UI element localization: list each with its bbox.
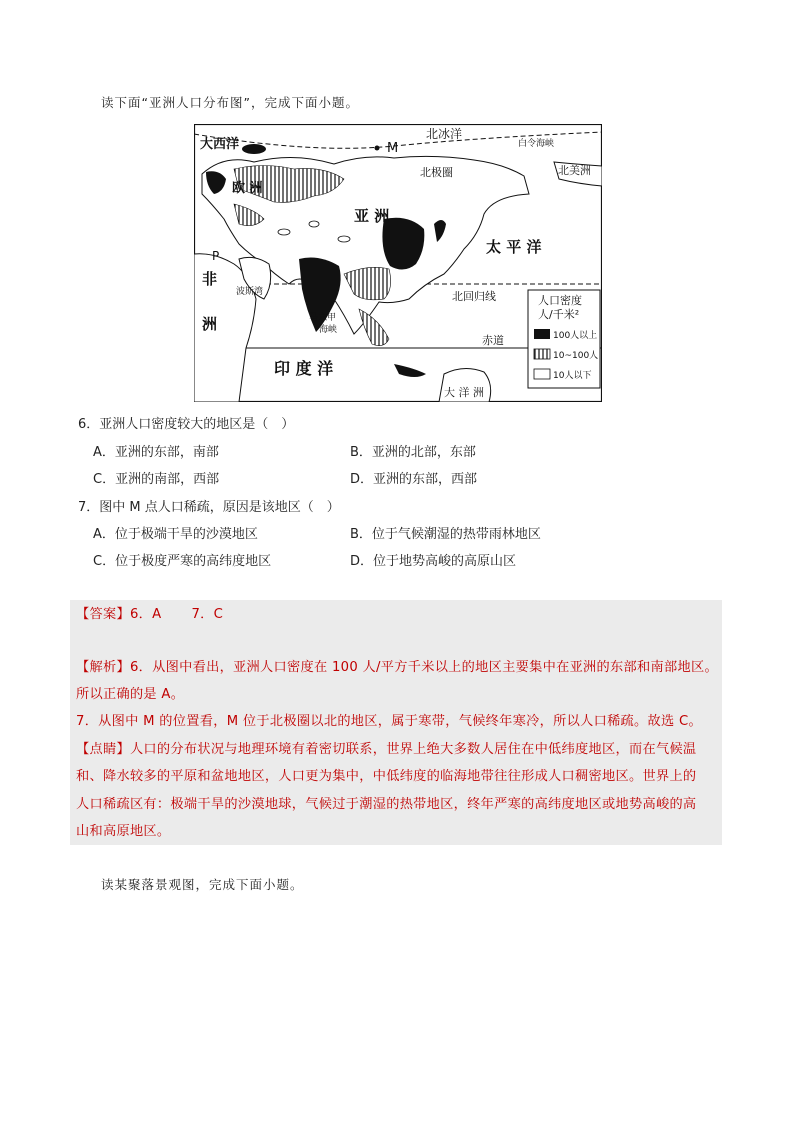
map-legend (528, 290, 600, 388)
analysis-line-3: 7．从图中 M 的位置看，M 位于北极圈以北的地区，属于寒带，气候终年寒冷，所以人口稀疏。故选 C。 (76, 714, 702, 729)
label-arctic-circle: 北极圈 (420, 166, 453, 179)
point-line-2: 和、降水较多的平原和盆地地区，人口更为集中，中低纬度的临海地带往往形成人口稠密地区。世界上的 (76, 769, 697, 784)
question-6-option-c: C．亚洲的南部，西部 (93, 472, 220, 487)
legend-swatch-low (534, 369, 550, 379)
next-intro-text: 读某聚落景观图，完成下面小题。 (101, 877, 304, 892)
label-oceania: 大 洋 洲 (444, 386, 484, 399)
asia-population-map (194, 124, 602, 402)
m-point-marker (375, 146, 380, 151)
analysis-line-2: 所以正确的是 A。 (76, 687, 185, 702)
question-6-stem: 6．亚洲人口密度较大的地区是（ ） (78, 417, 295, 432)
point-line-3: 人口稀疏区有：极端干旱的沙漠地球，气候过于潮湿的热带地区，终年严寒的高纬度地区或地势高峻的高 (76, 797, 697, 812)
answer-line (76, 603, 223, 622)
legend-swatch-high (534, 329, 550, 339)
label-bering: 白令海峡 (518, 139, 555, 149)
question-6-option-b: B．亚洲的北部，东部 (350, 445, 476, 460)
legend-high: 100人以上 (553, 331, 598, 341)
label-north-america: 北美洲 (558, 164, 591, 177)
intro-text: 读下面“亚洲人口分布图”，完成下面小题。 (101, 95, 359, 110)
label-p-point: P (212, 249, 220, 263)
question-7-option-b: B．位于气候潮湿的热带雨林地区 (350, 527, 541, 542)
answer-second: 7．C (191, 607, 224, 622)
legend-low: 10人以下 (553, 371, 592, 381)
point-line-4: 山和高原地区。 (76, 824, 171, 839)
question-7-option-a: A．位于极端干旱的沙漠地区 (93, 527, 258, 542)
question-7-stem: 7．图中 M 点人口稀疏，原因是该地区（ ） (78, 500, 340, 515)
analysis-line-1: 【解析】6．从图中看出，亚洲人口密度在 100 人/平方千米以上的地区主要集中在亚洲的东部和南部地区。 (76, 660, 718, 675)
label-m-point: M (387, 141, 399, 156)
label-tropic: 北回归线 (452, 290, 496, 303)
legend-mid: 10~100人 (553, 351, 599, 361)
question-6-option-a: A．亚洲的东部，南部 (93, 445, 219, 460)
label-equator: 赤道 (482, 334, 504, 347)
question-7-option-c: C．位于极度严寒的高纬度地区 (93, 554, 272, 569)
label-atlantic: 大西洋 (200, 137, 240, 152)
label-pacific: 太 平 洋 (486, 238, 542, 256)
label-malacca-1: 马六甲 (309, 313, 337, 323)
legend-title-2: 人/千米² (538, 308, 580, 321)
legend-title-1: 人口密度 (538, 294, 582, 307)
point-line-1: 【点睛】人口的分布状况与地理环境有着密切联系，世界上绝大多数人居住在中低纬度地区，而在气候温 (76, 742, 697, 757)
question-7-option-d: D．位于地势高峻的高原山区 (350, 554, 517, 569)
label-asia: 亚 洲 (354, 207, 390, 225)
answer-prefix: 【答案】6．A (76, 607, 162, 622)
question-6-option-d: D．亚洲的东部，西部 (350, 472, 478, 487)
label-malacca-2: 海峡 (319, 325, 338, 335)
label-arctic-ocean: 北冰洋 (426, 127, 463, 141)
legend-swatch-mid (534, 349, 550, 359)
label-africa-1: 非 (202, 270, 218, 288)
label-indian-ocean: 印 度 洋 (274, 359, 334, 378)
label-persian-gulf: 波斯湾 (236, 287, 264, 297)
label-europe: 欧 洲 (232, 181, 263, 196)
label-africa-2: 洲 (202, 315, 218, 333)
